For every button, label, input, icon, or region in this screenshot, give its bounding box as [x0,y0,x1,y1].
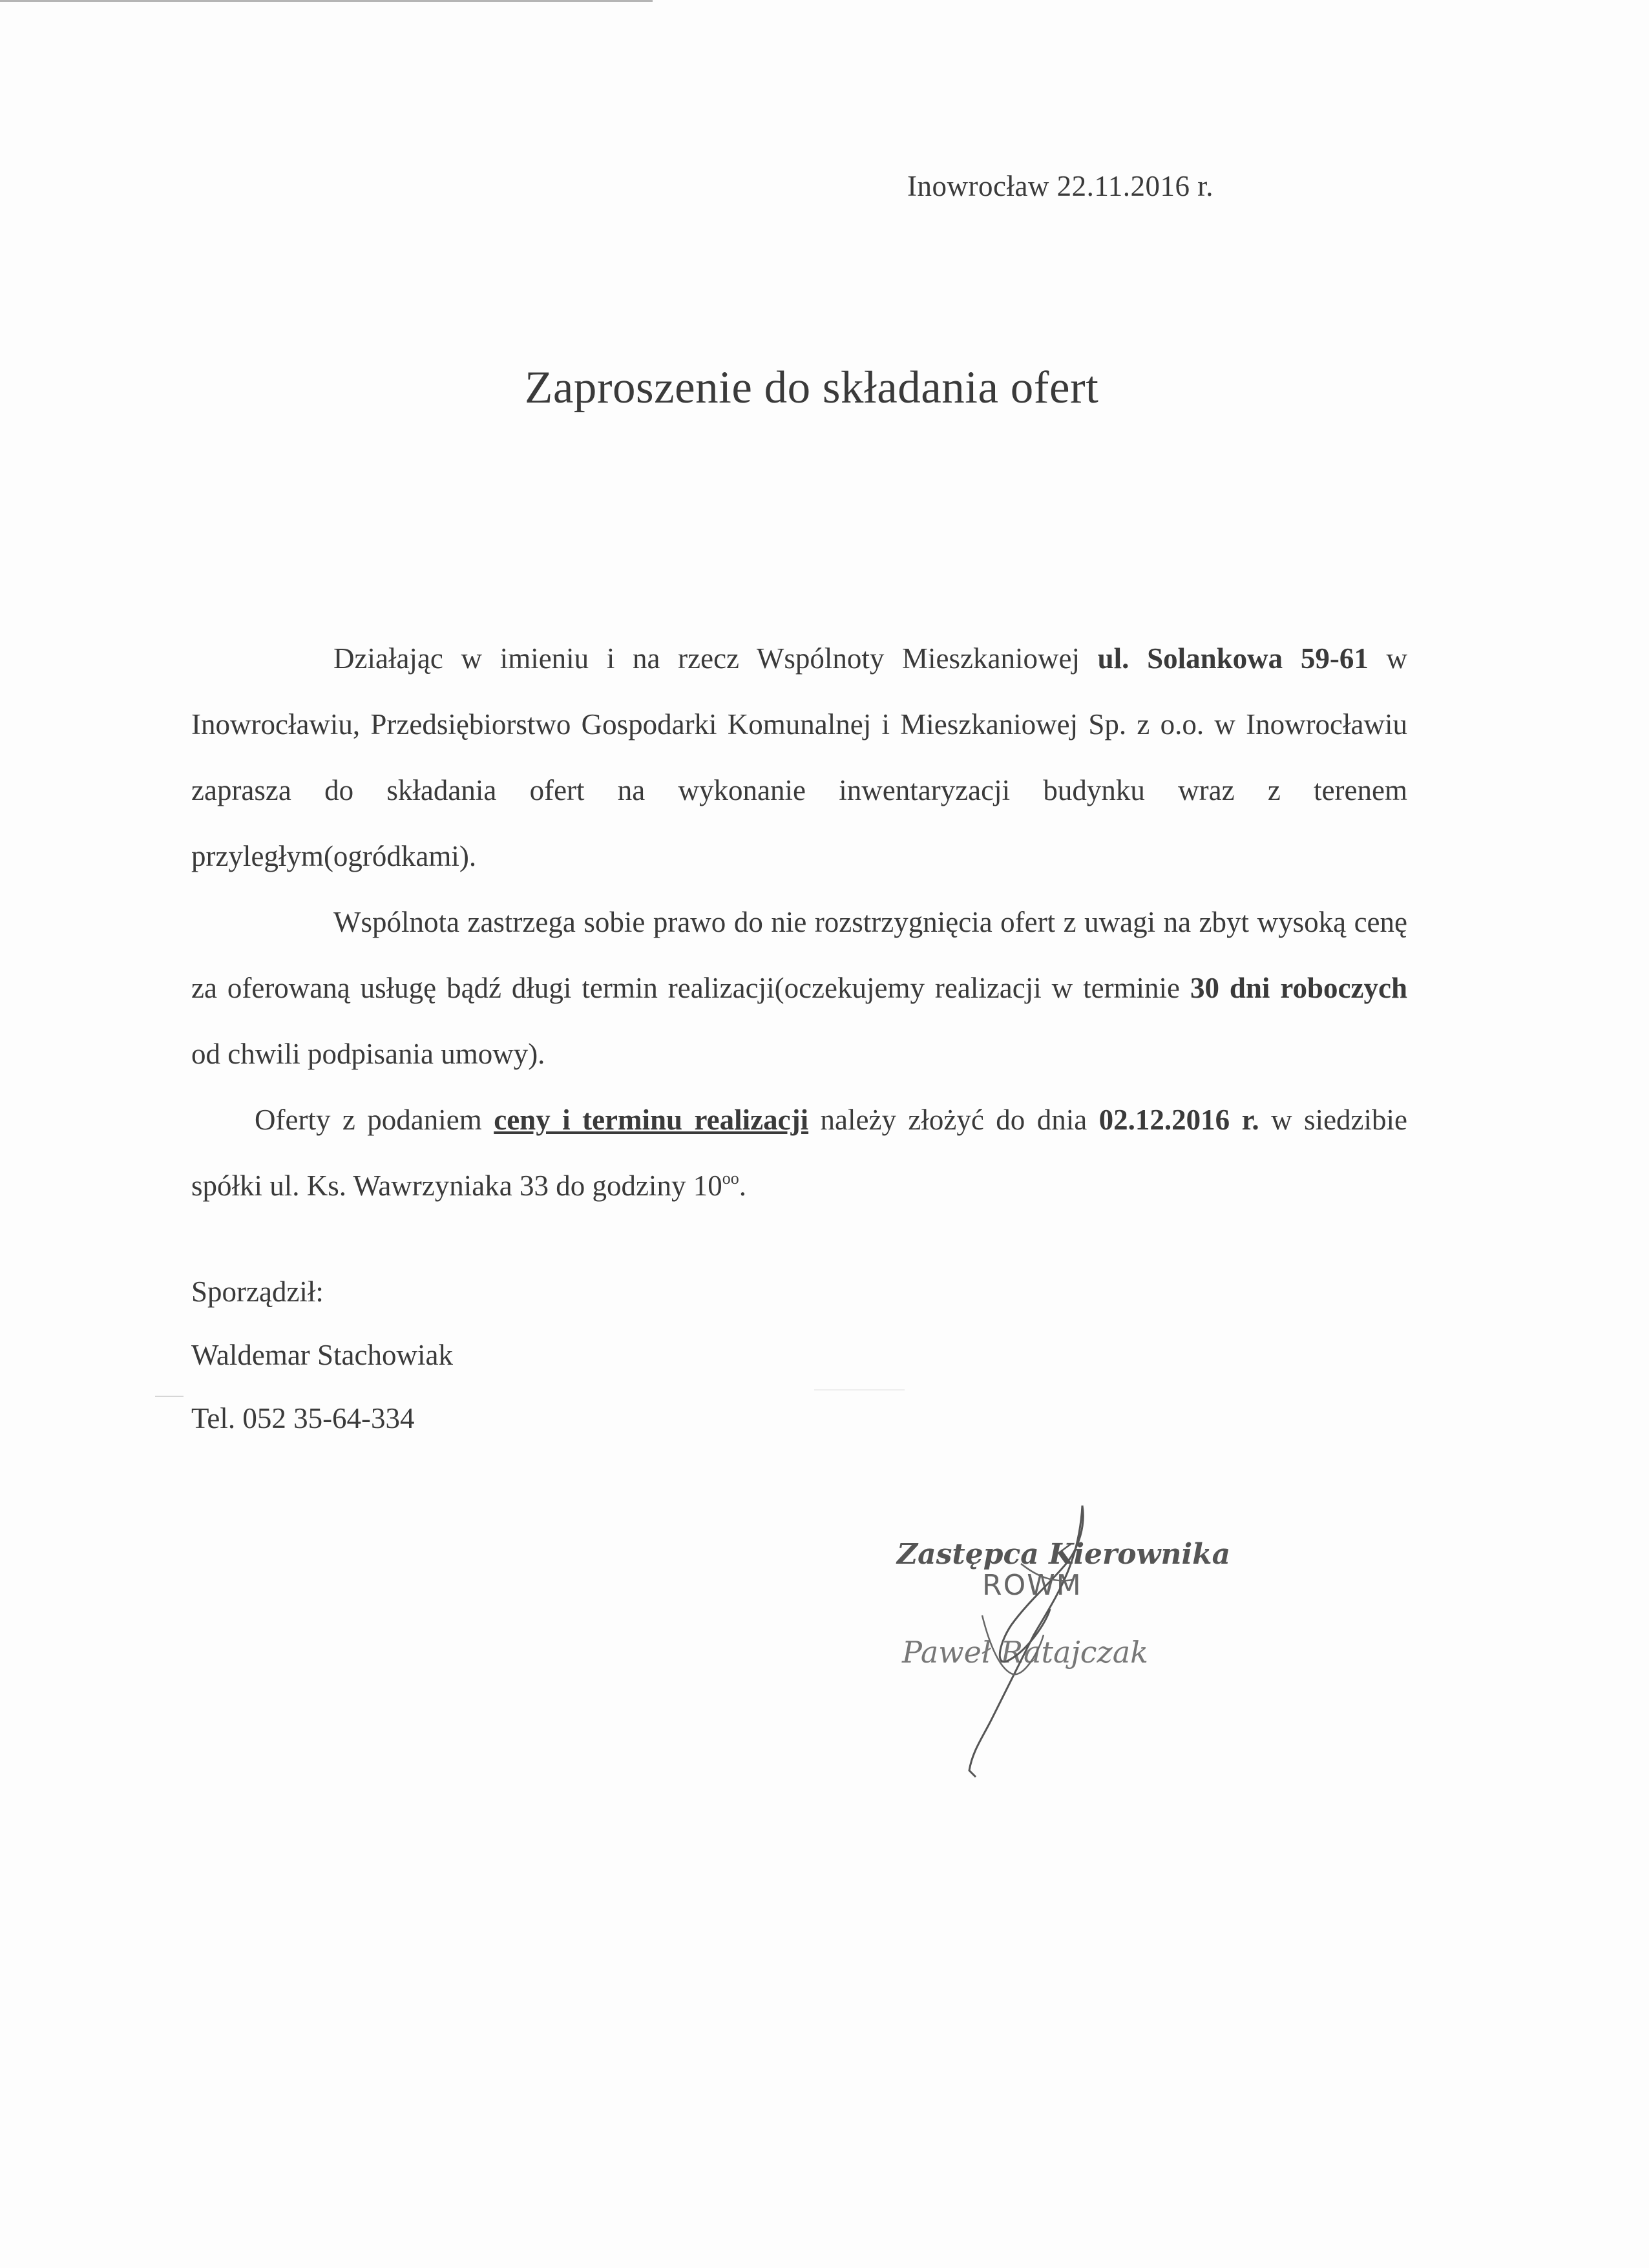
author-phone: Tel. 052 35-64-334 [191,1402,415,1434]
address-bold: ul. Solankowa 59-61 [1097,642,1369,675]
document-date: Inowrocław 22.11.2016 r. [907,170,1213,202]
document-body [191,625,1407,1219]
paragraph-invitation [191,625,1407,889]
stamp-person: Paweł Ratajczak [902,1635,1149,1670]
paragraph-text: należy złożyć do dnia [808,1104,1099,1136]
stamp-position: Zastępca Kierownika [897,1538,1231,1571]
author-label: Sporządził: [191,1276,324,1308]
paragraph-text: Działając w imieniu i na rzecz Wspólnoty Mieszkaniowej [333,642,1098,675]
scan-edge-line [0,0,653,2]
scan-mark [155,1396,184,1397]
deadline-bold: 30 dni roboczych [1190,972,1407,1004]
paragraph-text: Oferty z podaniem [255,1104,494,1136]
paragraph-reservation [191,889,1407,1087]
time-superscript: oo [722,1169,739,1188]
scan-mark [814,1389,905,1391]
author-name: Waldemar Stachowiak [191,1339,453,1371]
document-title: Zaproszenie do składania ofert [525,362,1099,413]
paragraph-text: Wspólnota zastrzega sobie prawo do nie rozstrzygnięcia ofert z uwagi na zbyt wysoką cenę za oferowaną usługę bądź długi termin realizacji(oczekujemy realizacji w terminie [191,906,1407,1004]
handwritten-signature [885,1486,1273,1796]
paragraph-text: w Inowrocławiu, Przedsiębiorstwo Gospodarki Komunalnej i Mieszkaniowej Sp. z o.o. w Inowrocławiu zaprasza do składania ofert na wykonanie inwentaryzacji budynku wraz z terenem przyległym(ogródkami). [191,642,1407,872]
paragraph-text: od chwili podpisania umowy). [191,1038,545,1070]
stamp-department: ROWM [982,1569,1082,1602]
paragraph-submission [191,1087,1407,1219]
submission-date: 02.12.2016 r. [1098,1104,1259,1136]
paragraph-text: . [739,1170,746,1202]
official-stamp [885,1486,1273,1796]
paragraph-text: w siedzibie spółki ul. Ks. Wawrzyniaka 33 do godziny 10 [191,1104,1407,1202]
author-block [191,1260,453,1450]
underlined-requirement: ceny i terminu realizacji [494,1104,809,1136]
